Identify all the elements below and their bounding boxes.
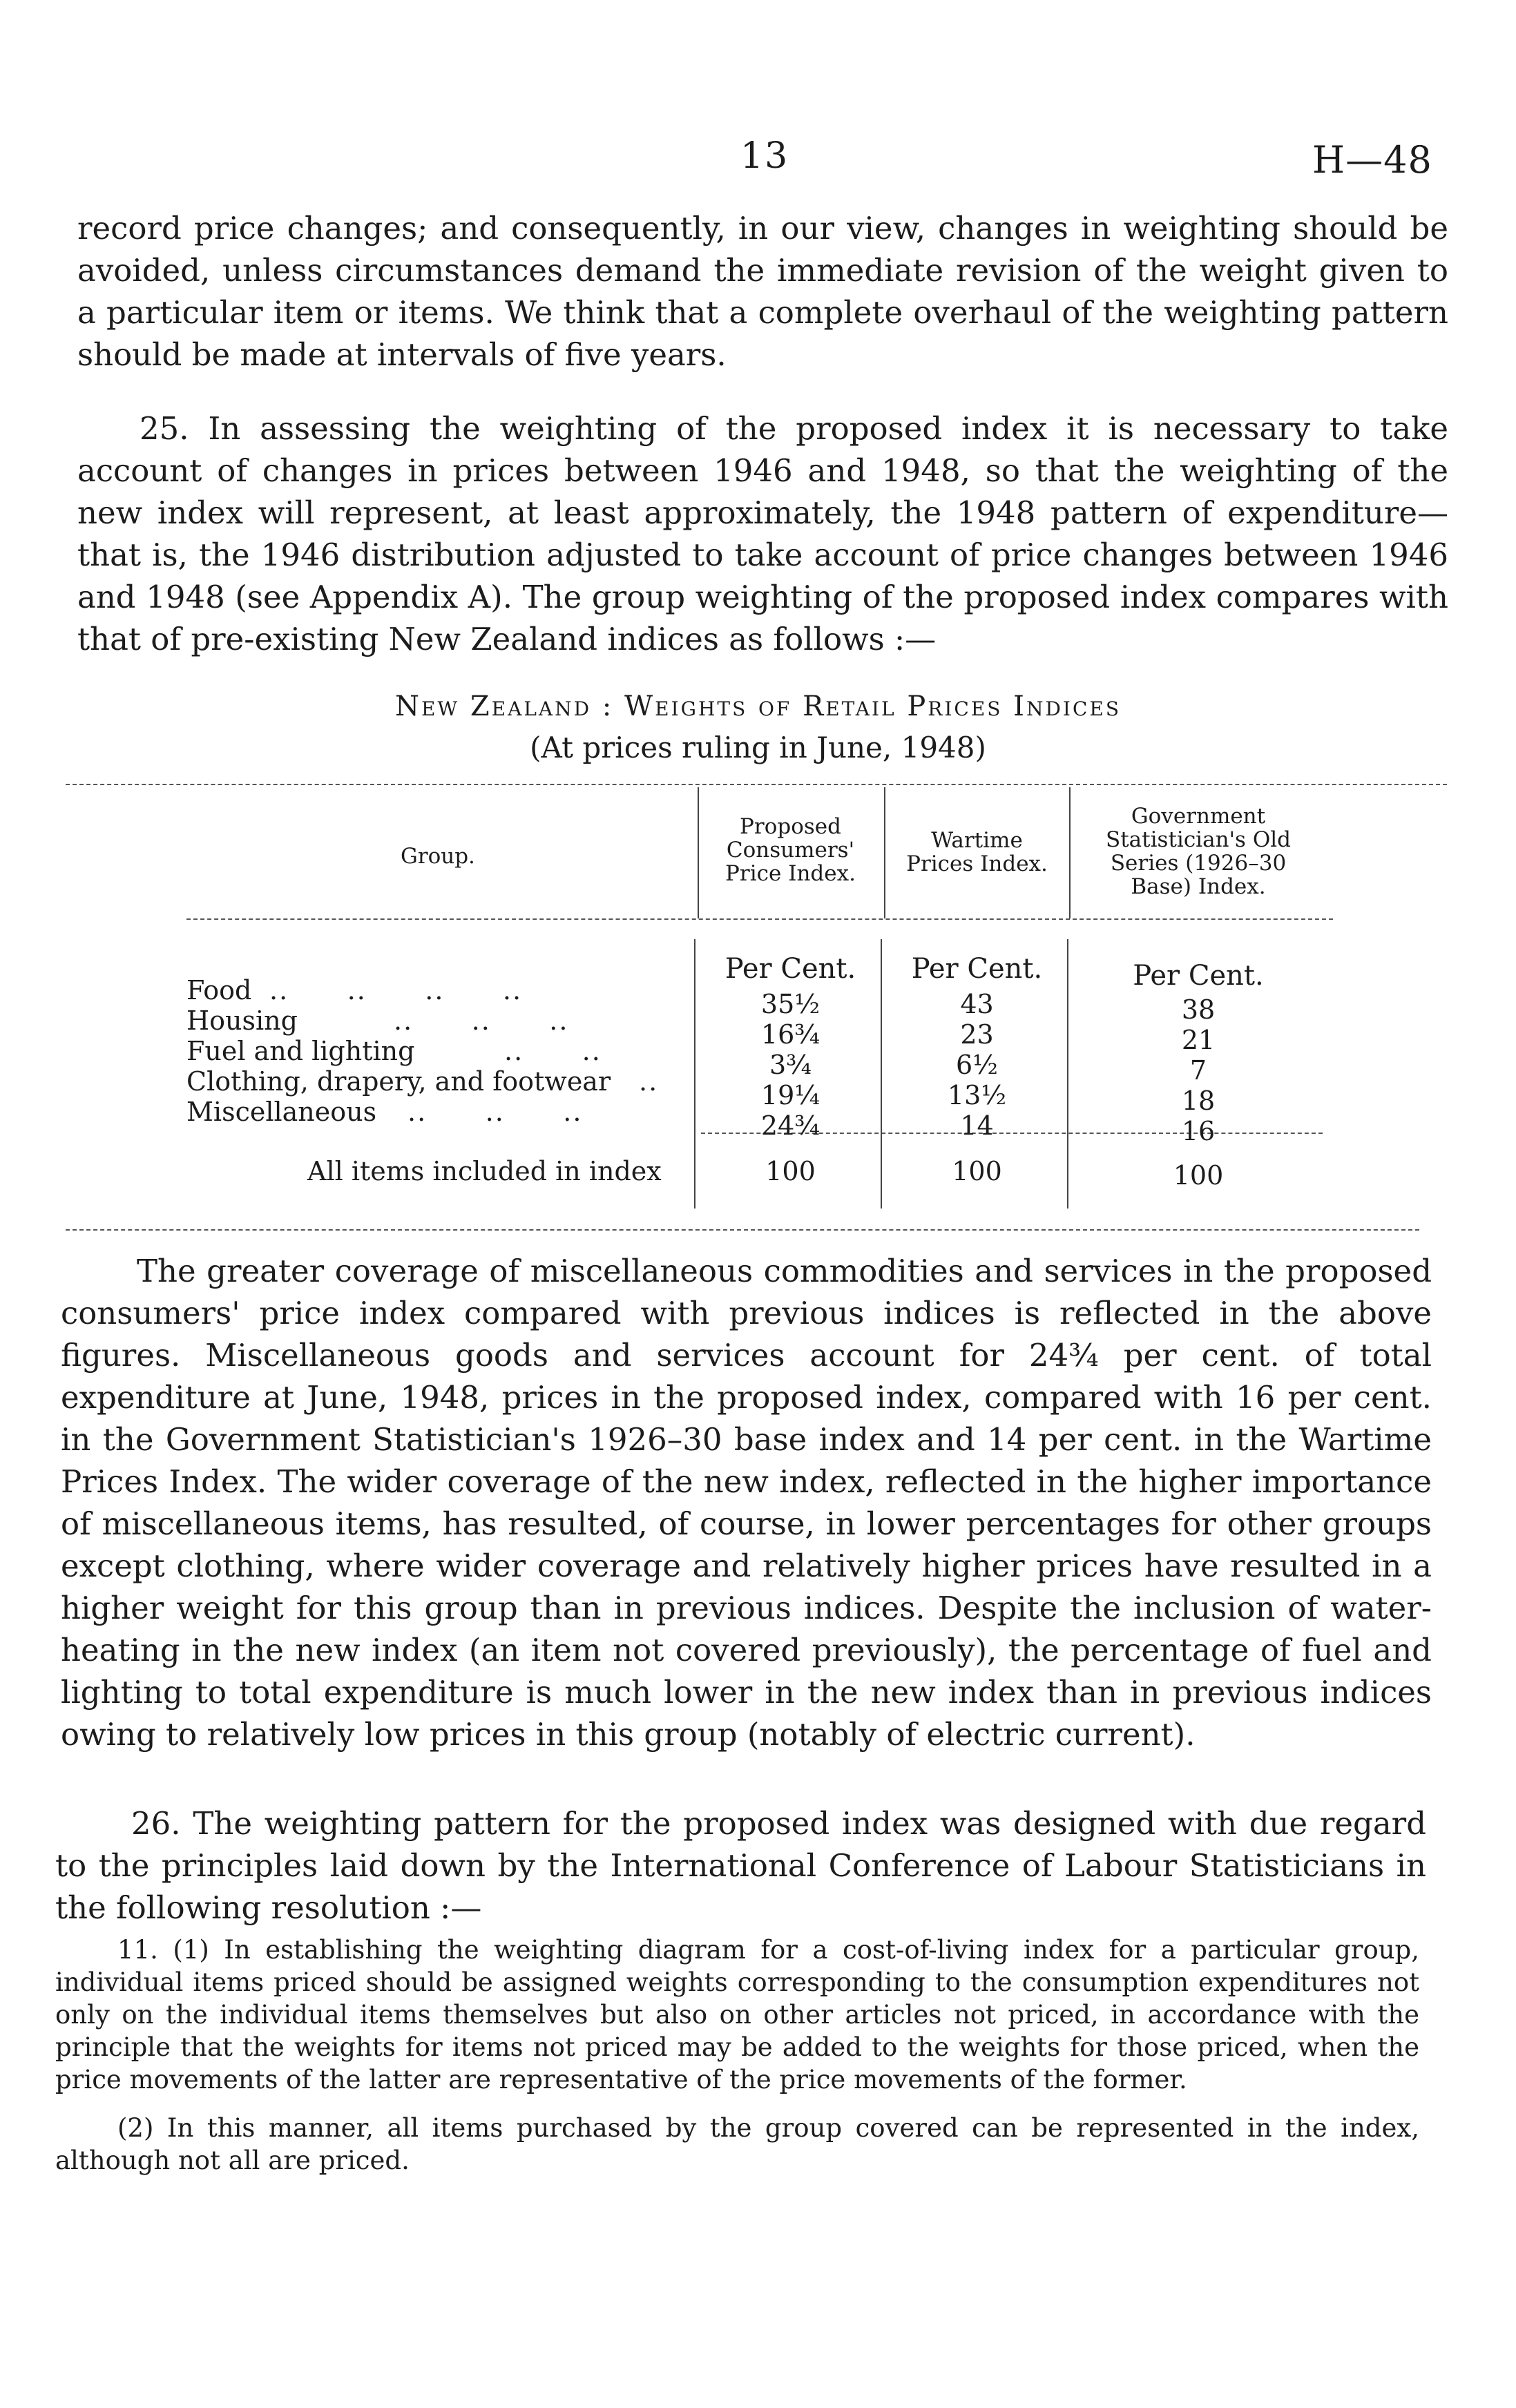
header-govt: [1071, 805, 1326, 898]
cell-govt: 7: [1189, 1055, 1207, 1086]
table-header-rule: [186, 918, 1333, 920]
group-label: Clothing, drapery, and footwear: [186, 1066, 611, 1097]
header-wartime-line: Prices Index.: [906, 851, 1048, 876]
cell-proposed: 24¾: [760, 1110, 821, 1141]
group-label: Miscellaneous: [186, 1097, 377, 1127]
page-number: 13: [740, 135, 789, 177]
leader-dots: .. ..: [504, 1036, 602, 1066]
total-govt: 100: [1173, 1160, 1224, 1191]
col-divider-4: [694, 939, 695, 1208]
header-proposed: [699, 815, 882, 885]
unit-label-wartime: Per Cent.: [911, 953, 1043, 985]
resolution-quote-1: 11. (1) In establishing the weighting diagram for a cost-of-living index for a particular group, individual items priced should be assigned weights corresponding to the consumption expenditures not only on the individual items themselves but also on other articles not priced, in accordance with the principle that the weights for items not priced may be added to the weights for those priced, when the price movements of the latter are representative of the price movements of the former.: [55, 1935, 1419, 2094]
cell-proposed: 35½: [760, 989, 821, 1019]
header-proposed-line: Price Index.: [725, 861, 856, 886]
unit-label-proposed: Per Cent.: [725, 953, 856, 985]
group-label: Fuel and lighting: [186, 1036, 415, 1066]
leader-dots: ..: [639, 1066, 659, 1097]
table-top-rule: [66, 784, 1447, 785]
cell-proposed: 16¾: [760, 1019, 821, 1050]
cell-govt: 21: [1181, 1025, 1216, 1055]
resolution-quote-2: (2) In this manner, all items purchased by the group covered can be represented in the index, although not all are priced.: [55, 2113, 1419, 2175]
table-subtitle: (At prices ruling in June, 1948): [530, 731, 986, 764]
cell-proposed: 19¼: [760, 1080, 821, 1110]
cell-govt: 18: [1181, 1086, 1216, 1116]
header-govt-line: Series (1926–30: [1110, 851, 1287, 876]
cell-wartime: 14: [960, 1110, 994, 1141]
header-govt-line: Statistician's Old: [1105, 827, 1291, 852]
header-govt-line: Base) Index.: [1131, 874, 1266, 899]
header-proposed-line: Proposed: [740, 814, 841, 839]
table-title: New Zealand : Weights of Retail Prices Indices: [394, 691, 1122, 722]
cell-proposed: 3¾: [769, 1050, 812, 1080]
paragraph-continuation: record price changes; and consequently, in our view, changes in weighting should be avoided, unless circumstances demand the immediate revision of the weight given to a particular item or items. We think that a complete overhaul of the weighting pattern should be made at intervals of five years.: [77, 210, 1448, 373]
document-code: H—48: [1312, 138, 1432, 182]
group-column-header: Group.: [401, 844, 475, 869]
paragraph-25: 25. In assessing the weighting of the proposed index it is necessary to take account of changes in prices between 1946 and 1948, so that the weighting of the new index will represent, at least approximately, the 1948 pattern of expenditure—that is, the 1946 distribution adjusted to take account of price changes between 1946 and 1948 (see Appendix A). The group weighting of the proposed index compares with that of pre-existing New Zealand indices as follows :—: [77, 410, 1448, 657]
paragraph-coverage: The greater coverage of miscellaneous commodities and services in the proposed consumers' price index compared with previous indices is reflected in the above figures. Miscellaneous goods and services account for 24¾ per cent. of total expenditure at June, 1948, prices in the proposed index, compared with 16 per cent. in the Government Statistician's 1926–30 base index and 14 per cent. in the Wartime Prices Index. The wider coverage of the new index, reflected in the higher importance of miscellaneous items, has resulted, of course, in lower percentages for other groups except clothing, where wider coverage and relatively higher prices have resulted in a higher weight for this group than in previous indices. Despite the inclusion of water-heating in the new index (an item not covered previously), the percentage of fuel and lighting to total expenditure is much lower in the new index than in previous indices owing to relatively low prices in this group (notably of electric current).: [61, 1253, 1432, 1753]
header-wartime-line: Wartime: [931, 828, 1023, 853]
cell-govt: 16: [1181, 1116, 1216, 1146]
header-govt-line: Government: [1131, 804, 1266, 829]
header-wartime: [885, 829, 1068, 876]
table-bottom-rule: [66, 1229, 1419, 1231]
group-label: Housing: [186, 1005, 298, 1036]
total-wartime: 100: [952, 1156, 1002, 1186]
cell-wartime: 6½: [955, 1050, 998, 1080]
unit-label-govt: Per Cent.: [1133, 960, 1264, 992]
leader-dots: .. .. ..: [394, 1005, 569, 1036]
cell-govt: 38: [1181, 994, 1216, 1025]
paragraph-26: 26. The weighting pattern for the proposed index was designed with due regard to the principles laid down by the International Conference of Labour Statisticians in the following resolution :—: [55, 1805, 1426, 1926]
leader-dots: .. .. .. ..: [269, 975, 523, 1005]
group-label: Food: [186, 975, 252, 1005]
leader-dots: .. .. ..: [407, 1097, 583, 1127]
total-label: All items included in index: [307, 1156, 662, 1186]
cell-wartime: 43: [960, 989, 994, 1019]
cell-wartime: 13½: [947, 1080, 1007, 1110]
header-proposed-line: Consumers': [726, 838, 855, 863]
total-proposed: 100: [765, 1156, 816, 1186]
cell-wartime: 23: [960, 1019, 994, 1050]
